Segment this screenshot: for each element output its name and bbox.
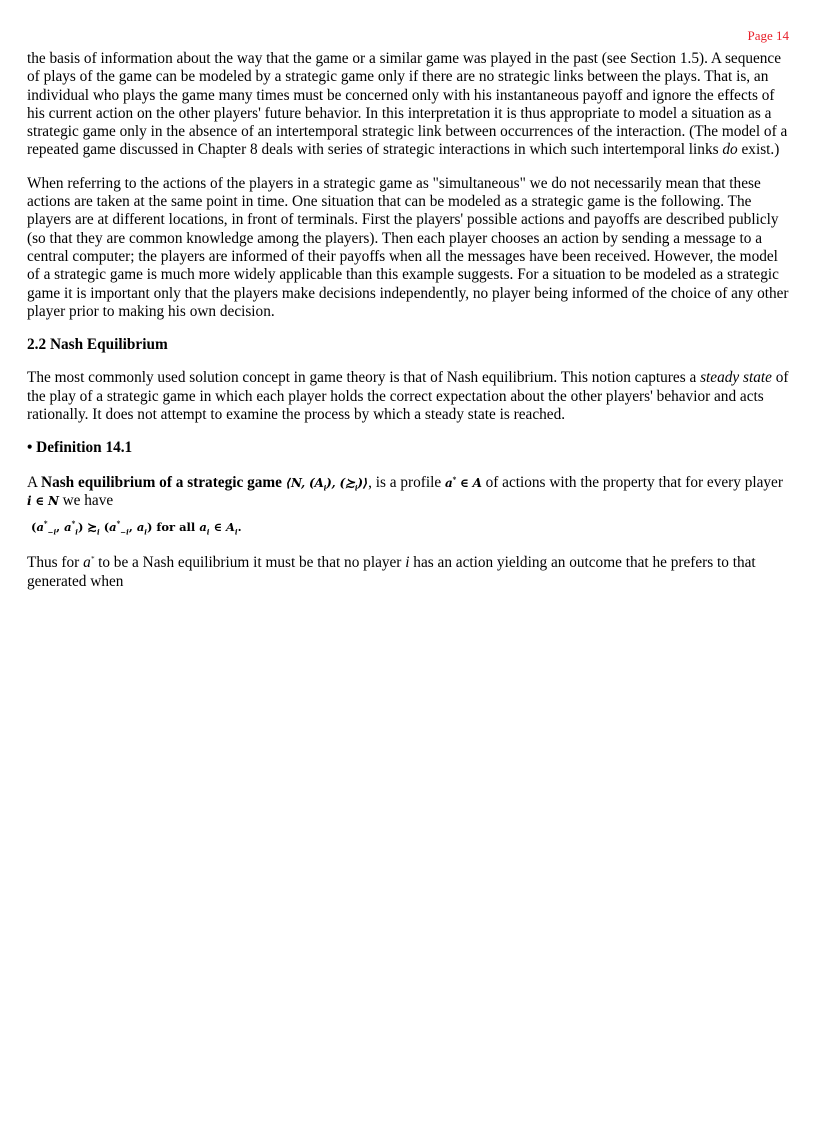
paragraph-3-end: of the play of a strategic game in which each player holds the correct expectation about the other players' behavior and acts rationally. It does not attempt to examine the process by which a steady state is reached. bbox=[27, 369, 789, 424]
definition-text bbox=[27, 474, 789, 511]
page-number: Page 14 bbox=[747, 28, 789, 43]
paragraph-4-text: Thus for bbox=[27, 554, 84, 572]
a-star-symbol: a* bbox=[83, 554, 95, 572]
paragraph-4-mid: to be a Nash equilibrium it must be that no player bbox=[94, 554, 406, 572]
player-math: i ∈ N bbox=[27, 493, 59, 508]
definition-end: we have bbox=[58, 491, 114, 509]
document-body bbox=[27, 50, 789, 606]
nash-condition-formula: ($a^*_{-i}$, $a^*_i$) $≿_i$ ($a^*_{-i}$, $a_i$) for all $a_i$ ∈ $A_i$. bbox=[31, 519, 242, 537]
paragraph-1-text: the basis of information about the way that the game or a similar game was played in the past (see Section 1.5). A sequence of plays of the game can be modeled by a strategic game only if there are no strategic links between the plays. That is, an individual who plays the game many times must be concerned only with his instantaneous payoff and ignore the effects of his current action on the other players' future behavior. In this interpretation it is thus appropriate to model a situation as a strategic game only in the absence of an intertemporal strategic link between occurrences of the interaction. (The model of a repeated game discussed in Chapter 8 deals with series of strategic interactions in which such intertemporal links bbox=[27, 50, 788, 159]
player-i-symbol: i bbox=[405, 554, 410, 572]
paragraph-4 bbox=[27, 554, 789, 591]
paragraph-2: When referring to the actions of the players in a strategic game as "simultaneous" we do not necessarily mean that these actions are taken at the same point in time. One situation that can be modeled as a strategic game is the following. The players are at different locations, in front of terminals. First the players' possible actions and payoffs are described publicly (so that they are common knowledge among the players). Then each player chooses an action by sending a message to a central computer; the players are informed of their payoffs when all the messages have been received. However, the model of a strategic game is much more widely applicable than this example suggests. For a situation to be modeled as a strategic game it is important only that the players make decisions independently, no player being informed of the choice of any other player prior to making his own decision. bbox=[27, 174, 789, 320]
definition-heading: • Definition 14.1 bbox=[27, 439, 133, 457]
formula-tail: for all bbox=[152, 520, 200, 535]
paragraph-1-emphasis: do bbox=[722, 141, 738, 159]
definition-mid-1: , is a profile bbox=[368, 473, 445, 491]
paragraph-4-end: has an action yielding an outcome that he prefers to that generated when bbox=[27, 554, 756, 590]
paragraph-3-text: The most commonly used solution concept in game theory is that of Nash equilibrium. This notion captures a bbox=[27, 369, 701, 387]
definition-term: Nash equilibrium of a strategic game bbox=[41, 473, 282, 491]
game-tuple-math: ⟨N, $(A_i)$, $(≿_i)⟩$ bbox=[285, 475, 369, 493]
definition-mid-2: of actions with the property that for every player bbox=[481, 473, 783, 491]
paragraph-1-end: exist.) bbox=[737, 141, 780, 159]
definition-lead: A bbox=[27, 473, 42, 491]
profile-math: a* ∈ A bbox=[444, 474, 482, 490]
paragraph-3 bbox=[27, 369, 789, 424]
paragraph-1 bbox=[27, 50, 789, 160]
section-heading: 2.2 Nash Equilibrium bbox=[27, 336, 168, 354]
paragraph-3-emphasis: steady state bbox=[700, 369, 772, 387]
